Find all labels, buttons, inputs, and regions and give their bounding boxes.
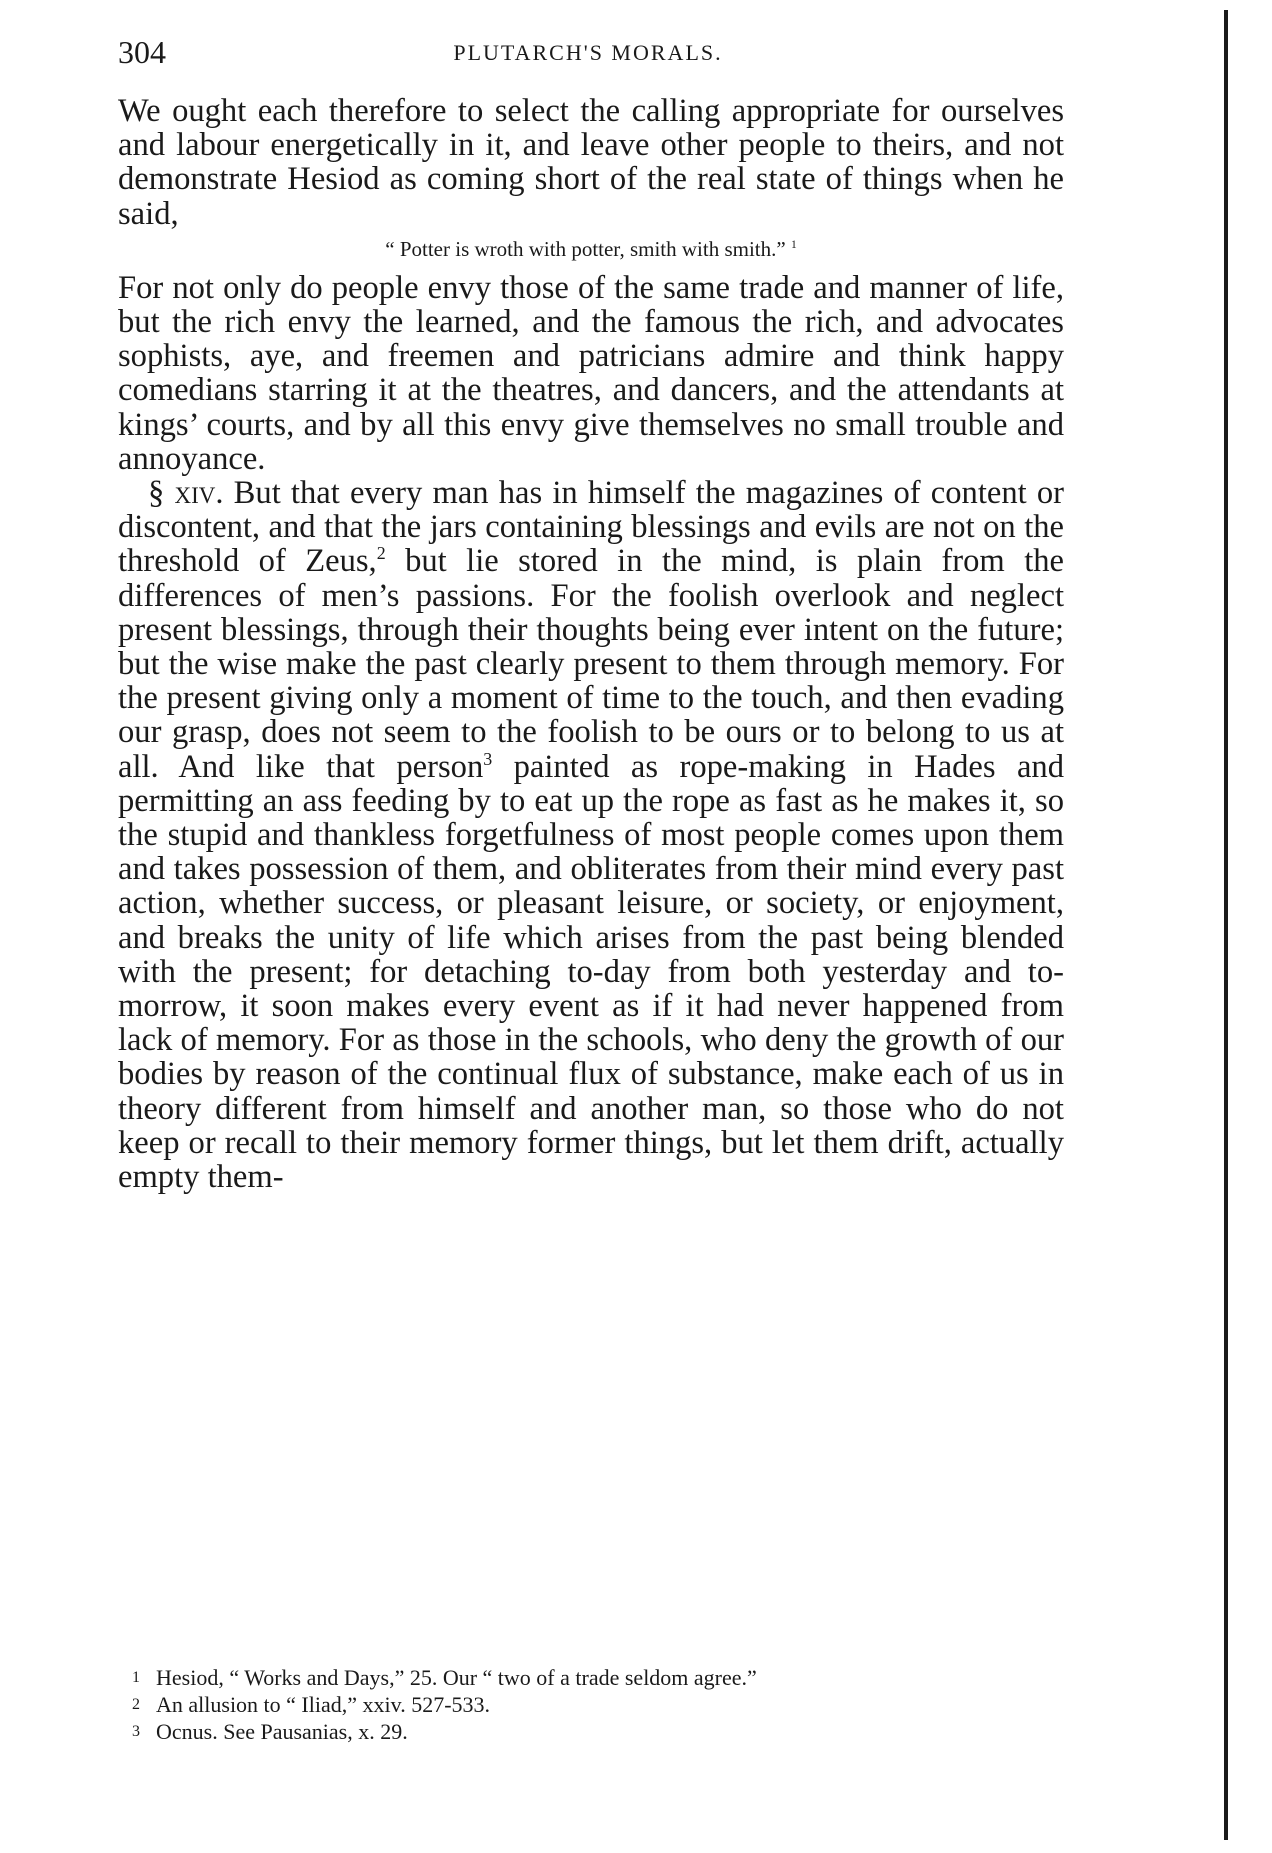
paragraph-1: We ought each therefore to select the calling appropriate for ourselves and labour energetically in it, and leave other people to theirs, and not demonstrate Hesiod as coming short of the real state of things when he said, — [118, 93, 1064, 232]
quote-text: “ Potter is wroth with potter, smith with smith.” — [385, 236, 786, 261]
section-mark: § xiv. — [148, 475, 224, 512]
main-text — [118, 94, 1064, 1194]
margin-rule — [1224, 10, 1228, 1840]
footnote-mark: 3 — [132, 1723, 140, 1740]
verse-quote — [118, 237, 1064, 261]
page-number: 304 — [118, 34, 166, 70]
footnote-ref-3: 3 — [483, 748, 493, 769]
footnote — [118, 1664, 1064, 1691]
footnotes — [118, 1664, 1064, 1745]
footnote-ref-1: 1 — [790, 238, 797, 251]
paragraph-3-part-b: but lie stored in the mind, is plain from the differences of men’s passions. For the foolish overlook and neglect present blessings, through their thoughts being ever intent on the future; but the wise make the past clearly present to them through memory. For the present giving only a moment of time to the touch, and then evading our grasp, does not seem to the foolish to be ours or to belong to us at all. And like that person — [118, 543, 1064, 785]
footnote-ref-2: 2 — [376, 543, 386, 564]
footnote — [118, 1691, 1064, 1718]
footnote-mark: 1 — [132, 1669, 140, 1686]
footnote-text: Hesiod, “ Works and Days,” 25. Our “ two of a trade seldom agree.” — [156, 1665, 757, 1690]
footnote-mark: 2 — [132, 1696, 140, 1713]
paragraph-3-part-a: But that every man has in himself the magazines of content or discontent, and that the jars containing blessings and evils are not on the threshold of Zeus, — [118, 475, 1064, 580]
paragraph-3-part-c: painted as rope-making in Hades and permitting an ass feeding by to eat up the rope as fast as he makes it, so the stupid and thankless forgetfulness of most people comes upon them and takes possession of them, and obliterates from their mind every past action, whether success, or pleasant leisure, or society, or enjoyment, and breaks the unity of life which arises from the past being blended with the present; for detaching to-day from both yesterday and to-morrow, it soon makes every event as if it had never happened from lack of memory. For as those in the schools, who deny the growth of our bodies by reason of the continual flux of substance, make each of us in theory different from himself and another man, so those who do not keep or recall to their memory former things, but let them drift, actually empty them- — [118, 748, 1064, 1196]
footnote-text: Ocnus. See Pausanias, x. 29. — [156, 1719, 408, 1744]
footnote — [118, 1718, 1064, 1745]
paragraph-3 — [118, 476, 1064, 1194]
running-title: PLUTARCH'S MORALS. — [453, 40, 723, 65]
paragraph-2: For not only do people envy those of the same trade and manner of life, but the rich envy the learned, and the famous the rich, and advocates sophists, aye, and freemen and patricians admire and think happy comedians starring it at the theatres, and dancers, and the attendants at kings’ courts, and by all this envy give themselves no small trouble and annoyance. — [118, 269, 1064, 477]
page-header — [118, 34, 1058, 84]
footnote-text: An allusion to “ Iliad,” xxiv. 527-533. — [156, 1692, 491, 1717]
